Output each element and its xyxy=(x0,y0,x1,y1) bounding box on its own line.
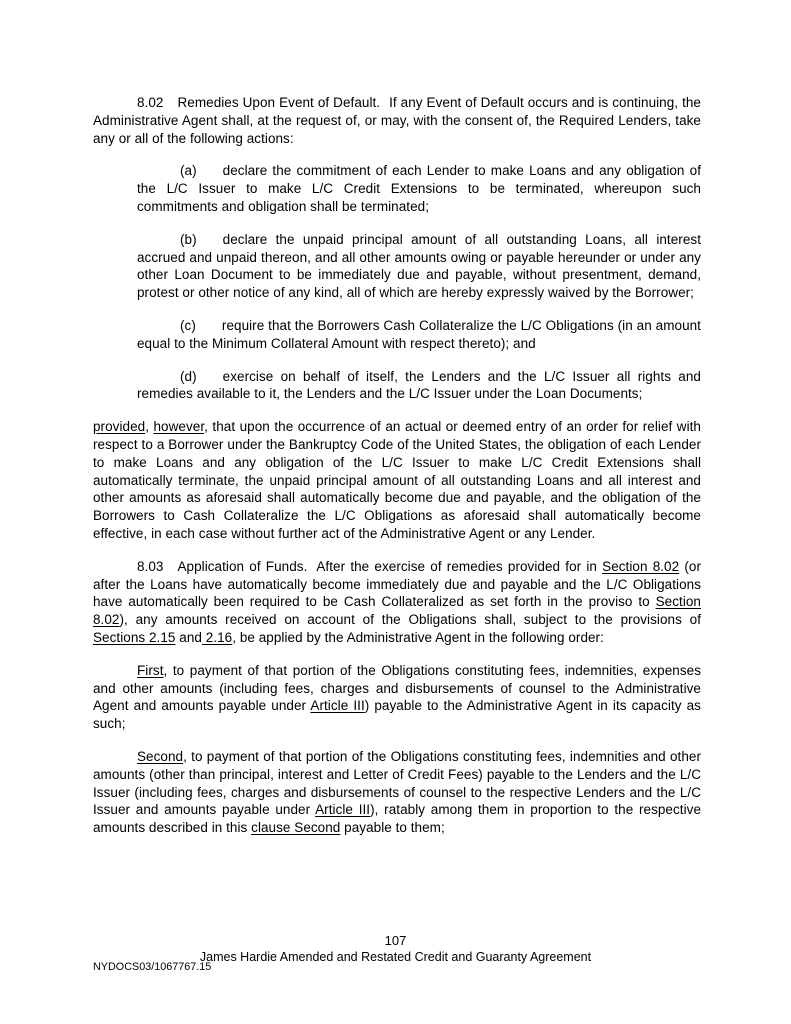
underlined-reference: 2.16 xyxy=(201,629,233,645)
clause-text: require that the Borrowers Cash Collateralize the L/C Obligations (in an amount equal to the Minimum Collateral Amount with respect thereto); and xyxy=(137,317,701,351)
clause-c-paragraph xyxy=(137,317,701,353)
document-body xyxy=(93,94,701,852)
underlined-reference: Sections 2.15 xyxy=(93,629,176,645)
text-segment: ), ratably among them in proportion to the respective amounts described in this xyxy=(93,802,702,836)
clause-first-paragraph xyxy=(93,662,701,733)
text-segment: ) payable to the Administrative Agent in its capacity as such; xyxy=(93,698,701,732)
section-title: Remedies Upon Event of Default. xyxy=(177,95,381,110)
footer-document-reference: NYDOCS03/1067767.15 xyxy=(93,961,212,973)
clause-text: exercise on behalf of itself, the Lenders and the L/C Issuer all rights and remedies available to it, the Lenders and the L/C Issuer under the Loan Documents; xyxy=(137,368,701,402)
underlined-reference: provided xyxy=(93,419,146,435)
section-title: Application of Funds. xyxy=(177,558,308,574)
text-segment: , be applied by the Administrative Agent in the following order: xyxy=(232,629,604,645)
clause-label: (c) xyxy=(180,317,196,333)
underlined-reference: First xyxy=(137,662,164,678)
underlined-reference: Article III xyxy=(315,802,371,818)
section-8.02-intro-paragraph xyxy=(93,94,701,147)
clause-label: (d) xyxy=(180,368,197,384)
underlined-reference: Second xyxy=(137,748,184,764)
clause-label: (b) xyxy=(180,231,197,247)
underlined-reference: Section 8.02 xyxy=(602,558,680,574)
underlined-reference: however xyxy=(153,419,205,435)
section-8.03-intro-paragraph xyxy=(93,558,701,647)
section-number: 8.03 xyxy=(137,558,164,574)
text-segment: , to payment of that portion of the Obligations constituting fees, indemnities, expenses and other amounts (including fees, charges and disbursements of counsel to the Administrative Agent and amounts payable under xyxy=(93,662,701,714)
clause-label: (a) xyxy=(180,163,197,179)
clause-a-paragraph xyxy=(137,162,701,215)
section-number: 8.02 xyxy=(137,95,164,110)
text-segment: (or after the Loans have automatically become immediately due and payable and the L/C Obligations have automatically been required to be Cash Collateralized as set forth in the proviso to xyxy=(93,558,702,610)
underlined-reference: Section 8.02 xyxy=(93,594,701,628)
text-segment: , xyxy=(145,419,154,435)
underlined-reference: clause Second xyxy=(251,820,341,836)
clause-text: declare the commitment of each Lender to make Loans and any obligation of the L/C Issuer to make L/C Credit Extensions to be terminated, whereupon such commitments and obligation shall be terminated; xyxy=(137,163,701,214)
page-number: 107 xyxy=(384,933,407,948)
text-segment: payable to them; xyxy=(340,820,445,836)
clause-second-paragraph xyxy=(93,748,701,837)
text-segment: and xyxy=(175,629,202,645)
footer-document-title: James Hardie Amended and Restated Credit and Guaranty Agreement xyxy=(199,950,592,964)
text-segment: , that upon the occurrence of an actual or deemed entry of an order for relief with respect to a Borrower under the Bankruptcy Code of the United States, the obligation of each Lender to make Loans and any obligation of the L/C Issuer to make L/C Credit Extensions shall automatically terminate, the unpaid principal amount of all outstanding Loans and all interest and other amounts as aforesaid shall automatically become due and payable, and the obligation of the Borrowers to Cash Collateralize the L/C Obligations as aforesaid shall automatically become effective, in each case without further act of the Administrative Agent or any Lender. xyxy=(93,419,701,541)
clause-b-paragraph xyxy=(137,231,701,302)
underlined-reference: Article III xyxy=(310,698,365,714)
section-intro-text: If any Event of Default occurs and is continuing, the Administrative Agent shall, at the request of, or may, with the consent of, the Required Lenders, take any or all of the following actions: xyxy=(93,95,701,146)
clause-d-paragraph xyxy=(137,368,701,404)
clause-text: declare the unpaid principal amount of all outstanding Loans, all interest accrued and unpaid thereon, and all other amounts owing or payable hereunder or under any other Loan Document to be immediately due and payable, without presentment, demand, protest or other notice of any kind, all of which are hereby expressly waived by the Borrower; xyxy=(137,231,701,301)
text-segment: , to payment of that portion of the Obligations constituting fees, indemnities and other amounts (other than principal, interest and Letter of Credit Fees) payable to the Lenders and the L/C Issuer (including fees, charges and disbursements of counsel to the respective Lenders and the L/C Issuer and amounts payable under xyxy=(93,748,701,818)
proviso-paragraph xyxy=(93,418,701,543)
text-segment: After the exercise of remedies provided for in xyxy=(316,558,603,574)
text-segment: ), any amounts received on account of the Obligations shall, subject to the provisions of xyxy=(119,612,701,628)
